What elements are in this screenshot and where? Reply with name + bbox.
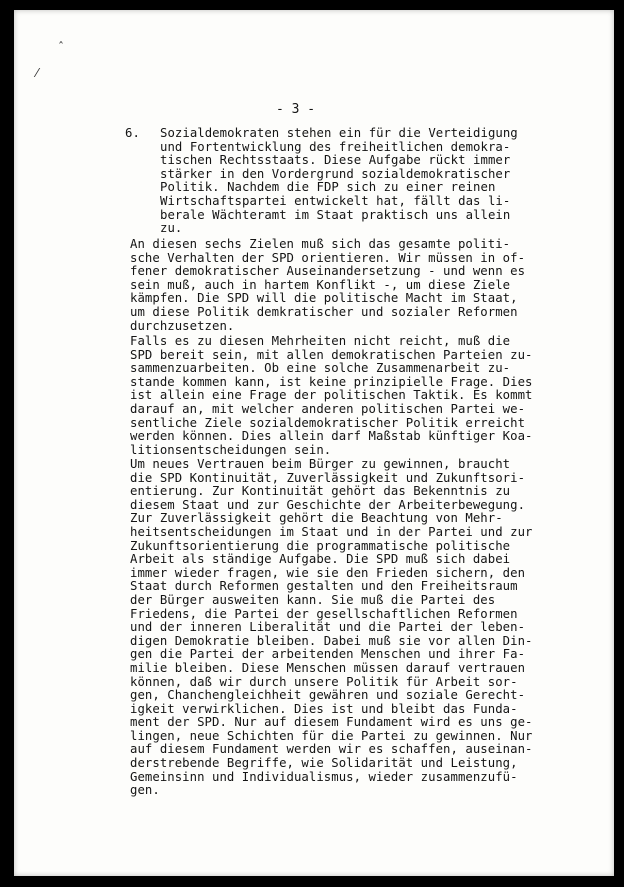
text-line: stärker in den Vordergrund sozialdemokratischer [160, 166, 511, 181]
text-line: Staat durch Reformen gestalten und den Freiheitsraum [130, 579, 518, 594]
text-line: fener demokratischer Auseinandersetzung - und wenn es [130, 264, 526, 279]
text-line: heitsentscheidungen im Staat und in der Partei und zur [130, 524, 533, 539]
text-line: Sozialdemokraten stehen ein für die Verteidigung [160, 126, 518, 140]
text-line: der Bürger ausweiten kann. Sie muß die Partei des [130, 592, 496, 607]
text-line: Falls es zu diesen Mehrheiten nicht reicht, muß die [130, 334, 511, 348]
text-line: kämpfen. Die SPD will die politische Macht im Staat, [130, 291, 518, 306]
text-line: Zukunftsorientierung die programmatische politische [130, 538, 511, 553]
text-line: digen Demokratie bleiben. Dabei muß sie vor allen Din- [130, 633, 533, 648]
text-line: ment der SPD. Nur auf diesem Fundament wird es uns ge- [130, 715, 533, 730]
text-line: gen die Partei der arbeitenden Menschen und ihrer Fa- [130, 647, 526, 662]
text-line: um diese Politik demkratischer und sozialer Reformen [130, 304, 518, 319]
text-line: sche Verhalten der SPD orientieren. Wir müssen in of- [130, 250, 526, 265]
text-line: darauf an, mit welcher anderen politischen Partei we- [130, 401, 526, 416]
text-line: und Fortentwicklung des freiheitlichen demokra- [160, 139, 511, 154]
page-number: - 3 - [276, 102, 316, 117]
text-line: sammenzuarbeiten. Ob eine solche Zusammenarbeit zu- [130, 361, 511, 376]
text-line: Gemeinsinn und Individualismus, wieder zusammenzufü- [130, 769, 518, 784]
text-line: auf diesem Fundament werden wir es schaffen, auseinan- [130, 742, 533, 757]
text-line: die SPD Kontinuität, Zuverlässigkeit und Zukunftsori- [130, 470, 526, 485]
paragraph-coalitions [130, 335, 600, 457]
text-line: ist allein eine Frage der politischen Taktik. Es kommt [130, 388, 533, 403]
text-line: Politik. Nachdem die FDP sich zu einer reinen [160, 180, 496, 195]
text-line: An diesen sechs Zielen muß sich das gesamte politi- [130, 237, 511, 251]
text-line: Um neues Vertrauen beim Bürger zu gewinnen, braucht [130, 457, 511, 471]
text-line: gen. [130, 783, 160, 798]
text-line: Zur Zuverlässigkeit gehört die Beachtung von Mehr- [130, 511, 503, 526]
text-line: igkeit verwirklichen. Dies ist und bleibt das Funda- [130, 701, 518, 716]
text-line: berale Wächteramt im Staat praktisch uns allein [160, 207, 511, 222]
text-line: immer wieder fragen, wie sie den Frieden sichern, den [130, 565, 526, 580]
text-line: durchzusetzen. [130, 318, 235, 333]
text-line: entierung. Zur Kontinuität gehört das Bekenntnis zu [130, 484, 511, 499]
text-line: können, daß wir durch unsere Politik für Arbeit sor- [130, 674, 518, 689]
text-line: Arbeit als ständige Aufgabe. Die SPD muß sich dabei [130, 552, 511, 567]
text-line: und der inneren Liberalität und die Partei der leben- [130, 620, 526, 635]
text-line: sentliche Ziele sozialdemokratischer Politik erreicht [130, 415, 526, 430]
text-line: stande kommen kann, ist keine prinzipielle Frage. Dies [130, 374, 533, 389]
text-line: milie bleiben. Diese Menschen müssen darauf vertrauen [130, 660, 526, 675]
pen-stroke: ⁄ [36, 66, 39, 80]
text-line: SPD bereit sein, mit allen demokratischen Parteien zu- [130, 347, 533, 362]
text-line: Wirtschaftspartei entwickelt hat, fällt das li- [160, 193, 511, 208]
text-line: litionsentscheidungen sein. [130, 442, 332, 457]
list-item-text [160, 127, 600, 236]
text-line: lingen, neue Schichten für die Partei zu gewinnen. Nur [130, 728, 533, 743]
text-line: werden können. Dies allein darf Maßstab künftiger Koa- [130, 429, 533, 444]
text-line: gen, Chanchengleichheit gewähren und soziale Gerecht- [130, 688, 526, 703]
paragraph-goals [130, 238, 600, 333]
pen-mark: ˆ [58, 40, 64, 54]
document-page [14, 10, 614, 876]
text-line: diesem Staat und zur Geschichte der Arbeiterbewegung. [130, 497, 526, 512]
text-line: derstrebende Begriffe, wie Solidarität und Leistung, [130, 756, 518, 771]
text-line: Friedens, die Partei der gesellschaftlichen Reformen [130, 606, 518, 621]
paragraph-trust [130, 458, 600, 798]
text-line: zu. [160, 221, 183, 236]
text-line: tischen Rechtsstaats. Diese Aufgabe rückt immer [160, 153, 511, 168]
list-item-number: 6. [125, 126, 140, 140]
text-line: sein muß, auch in hartem Konflikt -, um diese Ziele [130, 277, 511, 292]
